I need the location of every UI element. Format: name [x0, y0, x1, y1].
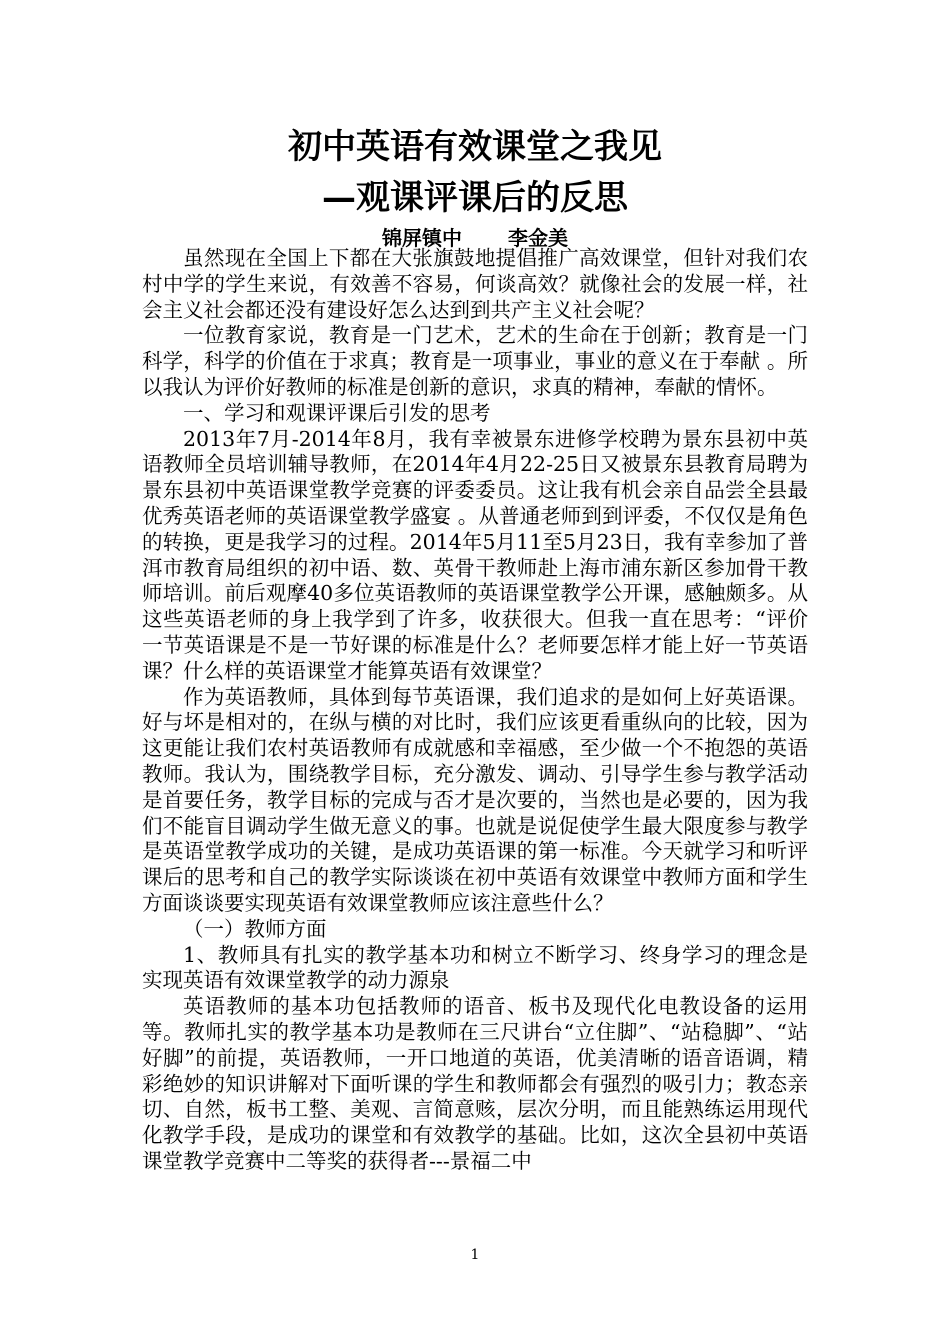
- paragraph-educator-quote: 一位教育家说，教育是一门艺术，艺术的生命在于创新；教育是一门科学，科学的价值在于求真；教育是一项事业，事业的意义在于奉献 。所以我认为评价好教师的标准是创新的意识，求真的精神，奉献的情怀。: [142, 323, 808, 399]
- point-heading-1: 1、教师具有扎实的教学基本功和树立不断学习、终身学习的理念是实现英语有效课堂教学的动力源泉: [142, 942, 808, 993]
- document-subtitle: —观课评课后的反思: [322, 178, 628, 218]
- paragraph-teacher-goal: 作为英语教师，具体到每节英语课，我们追求的是如何上好英语课。好与坏是相对的，在纵与横的对比时，我们应该更看重纵向的比较，因为这更能让我们农村英语教师有成就感和幸福感，至少做一个不抱怨的英语教师。我认为，围绕教学目标，充分激发、调动、引导学生参与教学活动是首要任务，教学目标的完成与否才是次要的，当然也是必要的，因为我们不能盲目调动学生做无意义的事。也就是说促使学生最大限度参与教学是英语堂教学成功的关键，是成功英语课的第一标准。今天就学习和听评课后的思考和自己的教学实际谈谈在初中英语有效课堂中教师方面和学生方面谈谈要实现英语有效课堂教师应该注意些什么？: [142, 684, 808, 915]
- byline-author: 李金美: [508, 226, 568, 250]
- subsection-heading-teacher: （一）教师方面: [183, 916, 327, 941]
- section-heading-1: 一、学习和观课评课后引发的思考: [183, 400, 491, 425]
- paragraph-intro: 虽然现在全国上下都在大张旗鼓地提倡推广高效课堂，但针对我们农村中学的学生来说，有效善不容易，何谈高效？就像社会的发展一样，社会主义社会都还没有建设好怎么达到到共产主义社会呢？: [142, 246, 808, 322]
- page-number: 1: [470, 1247, 480, 1263]
- paragraph-experience: 2013年7月-2014年8月，我有幸被景东进修学校聘为景东县初中英语教师全员培训辅导教师，在2014年4月22-25日又被景东县教育局聘为景东县初中英语课堂教学竞赛的评委委员。这让我有机会亲自品尝全县最优秀英语老师的英语课堂教学盛宴 。从普通老师到到评委，不仅仅是角色的转换，更是我学习的过程。2014年5月11至5月23日，我有幸参加了普洱市教育局组织的初中语、数、英骨干教师赴上海市浦东新区参加骨干教师培训。前后观摩40多位英语教师的英语课堂教学公开课，感触颇多。从这些英语老师的身上我学到了许多，收获很大。但我一直在思考：“评价一节英语课是不是一节好课的标准是什么？老师要怎样才能上好一节英语课？什么样的英语课堂才能算英语有效课堂？: [142, 426, 808, 683]
- document-title: 初中英语有效课堂之我见: [288, 127, 662, 167]
- document-body: [142, 246, 808, 1175]
- byline-school: 锦屏镇中: [382, 226, 462, 250]
- paragraph-basic-skills: 英语教师的基本功包括教师的语音、板书及现代化电教设备的运用等。教师扎实的教学基本功是教师在三尺讲台“立住脚”、“站稳脚”、“站好脚”的前提，英语教师，一开口地道的英语，优美清晰的语音语调，精彩绝妙的知识讲解对下面听课的学生和教师都会有强烈的吸引力；教态亲切、自然，板书工整、美观、言简意赅，层次分明，而且能熟练运用现代化教学手段，是成功的课堂和有效教学的基础。比如，这次全县初中英语课堂教学竞赛中二等奖的获得者---景福二中: [142, 994, 808, 1173]
